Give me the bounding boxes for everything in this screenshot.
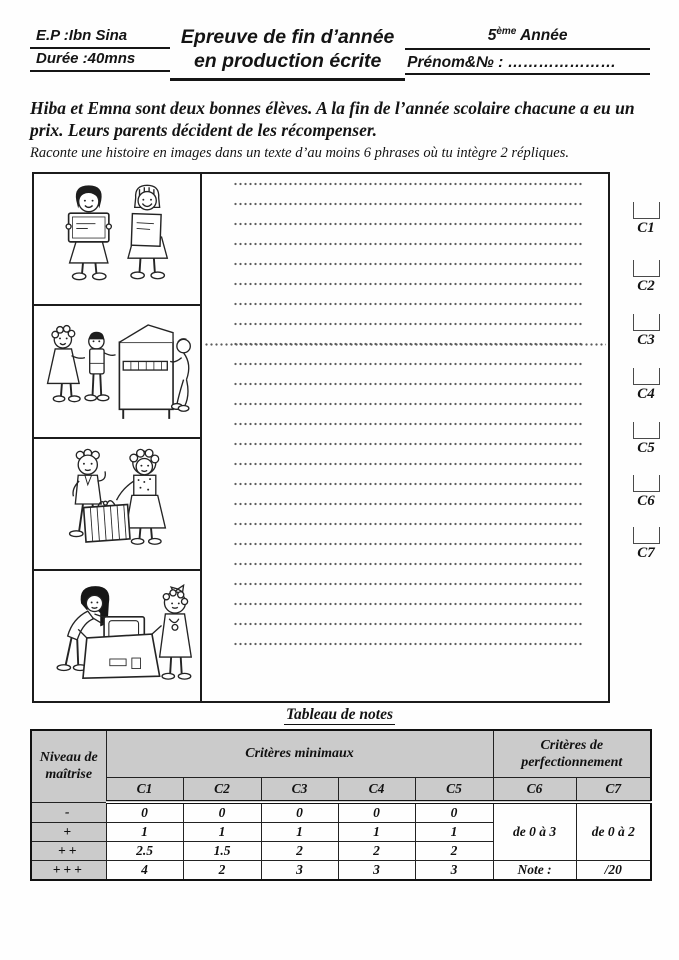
prompt-block [30,97,654,162]
student-name-field: Prénom&№ : ………………… [405,50,650,75]
col-header-c2: C2 [183,778,261,803]
story-frame [32,172,610,703]
criterion-c3: C3 [617,314,675,349]
score-box-c7 [633,527,660,544]
instruction-text: Raconte une histoire en images dans un texte d’au moins 6 phrases où tu intègre 2 répliques. [30,144,569,161]
header-right-block [405,26,650,75]
note-total: /20 [576,861,651,881]
score-box-c1 [633,202,660,219]
score-box-c3 [633,314,660,331]
criterion-c2: C2 [617,260,675,295]
col-header-c5: C5 [415,778,493,803]
score-box-c2 [633,260,660,277]
exam-title [170,26,405,81]
col-header-c1: C1 [106,778,183,803]
table-row: + 1 1 1 1 1 [31,823,651,842]
picture-strip [34,174,202,701]
score-box-c4 [633,368,660,385]
criterion-c1: C1 [617,202,675,237]
exam-header [30,26,650,81]
level-plus-plus: ++ [31,842,106,861]
note-label: Note : [493,861,576,881]
panel-family-with-piano [34,306,200,438]
criterion-c7: C7 [617,527,675,562]
grade-level: 5ème Année [405,26,650,50]
c6-range: de 0 à 3 [493,802,576,861]
school-name: E.P :Ibn Sina [30,26,170,49]
situation-text: Hiba et Emna sont deux bonnes élèves. A la fin de l’année scolaire chacune a eu un prix. Leurs parents décident de les récompenser. [30,98,635,141]
header-left-block [30,26,170,72]
exam-duration: Durée :40mns [30,49,170,72]
notes-table [30,729,652,881]
exam-title-line1: Epreuve de fin d’année [180,26,395,48]
level-minus: - [31,802,106,823]
level-header: Niveau de maîtrise [31,730,106,802]
level-plus-plus-plus: +++ [31,861,106,881]
minimal-criteria-header: Critères minimaux [106,730,493,778]
panel-parents-with-gift [34,439,200,571]
table-row: +++ 4 2 3 3 3 Note : /20 [31,861,651,881]
exam-title-line2: en production écrite [193,49,382,72]
col-header-c3: C3 [261,778,338,803]
col-header-c6: C6 [493,778,576,803]
criterion-c5: C5 [617,422,675,457]
criterion-c4: C4 [617,368,675,403]
level-plus: + [31,823,106,842]
score-box-c6 [633,475,660,492]
girls-with-certificates-illustration [37,177,197,301]
writing-lines [203,174,608,656]
unpacking-computer-illustration [37,574,197,698]
col-header-c7: C7 [576,778,651,803]
criterion-c6: C6 [617,475,675,510]
notes-table-title: Tableau de notes [285,706,394,723]
panel-unpacking-computer [34,571,200,701]
c7-range: de 0 à 2 [576,802,651,861]
score-box-c5 [633,422,660,439]
table-row: ++ 2.5 1.5 2 2 2 [31,842,651,861]
col-header-c4: C4 [338,778,415,803]
family-with-piano-illustration [37,309,197,433]
writing-line-extended [204,342,606,347]
parents-with-gift-illustration [37,442,197,566]
table-row: - 0 0 0 0 0 de 0 à 3 de 0 à 2 [31,802,651,823]
panel-girls-with-certificates [34,174,200,306]
criteria-score-column [617,172,675,703]
perfection-criteria-header: Critères de perfectionnement [493,730,651,778]
